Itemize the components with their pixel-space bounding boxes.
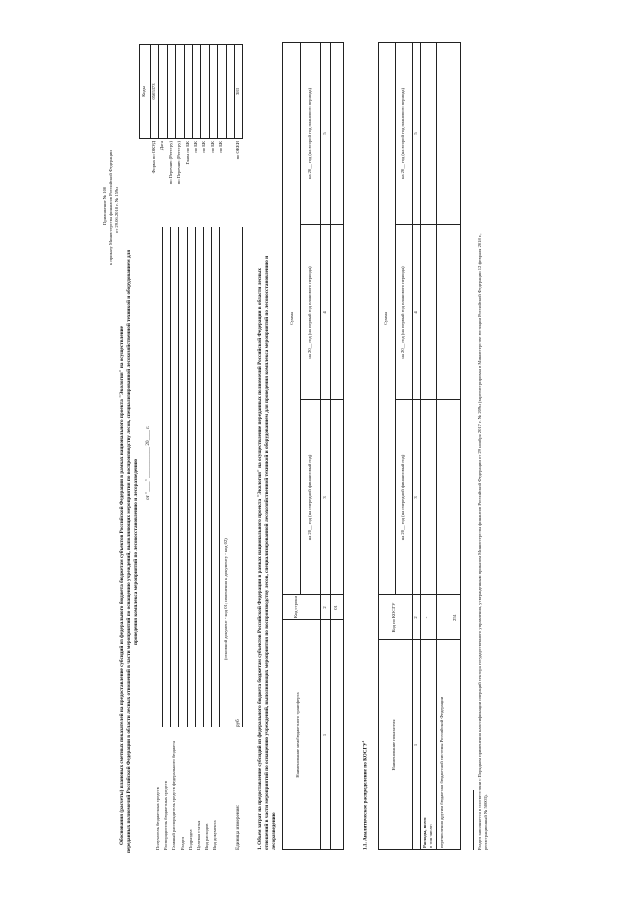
code-label: Глава по БК [184,141,190,165]
unit-value: руб [235,719,241,727]
requisite-label: Раздел [179,837,185,850]
s11-col-name: Наименование показателя [391,719,396,771]
code-label: по БК [218,141,224,153]
s11-col-sum: Сумма [383,312,388,326]
footnote-line-2: регистрационный № 50003). [483,794,488,850]
code-value: 383 [235,88,240,95]
s11-total-code: - [424,616,429,619]
section1-title-1: 1. Объем затрат на предоставление субсидий из федерального бюджета бюджетам субъектов Российской Федерации в рамках национального проекта "Экология" на осуществление переданных полномочий Российской Федерации в области лесных [257,268,263,850]
code-label: Дата [159,141,165,151]
form-title-line-3: проведения комплекса мероприятий по лесовосстановлению и лесоразведению [133,458,139,645]
s11-num-2: 2 [413,616,418,619]
code-label: по БК [209,141,215,153]
s11-num-4: 4 [413,311,418,314]
s1-col-y3: на 20__ год (на второй год планового периода) [307,88,312,180]
s11-row-total: Расходы, всего [422,817,427,848]
requisite-label: Вид документа [212,820,218,850]
section1-title-3: лесоразведению [271,812,277,850]
form-title-line-2: переданных полномочий Российской Федерации в области лесных отношений в части мероприятий по оснащению учреждений, выполняющих мероприятия по воспроизводству лесов, специализированной лесохозяйственной техникой и оборудованием для [126,249,132,853]
code-label: по Перечню (Реестру) [176,141,182,185]
s11-row-transfer: перечисления другим бюджетам бюджетной системы Российской Федерации [439,696,444,848]
code-label: по БК [193,141,198,153]
code-label: по ОКЕИ [235,141,240,160]
requisite-label: Получатель бюджетных средств [155,787,160,850]
s1-num-2: 2 [322,606,327,609]
doc-type-hint: (основной документ - код 01; изменения к документу - код 02) [223,538,228,660]
s11-num-1: 1 [413,743,418,747]
s11-col-y1: на 20__ год (на очередной финансовый год) [400,454,405,541]
s1-num-5: 5 [322,132,327,135]
code-label: по БК [201,141,207,153]
requisite-label: Вид расходов [204,823,210,850]
s1-col-y1: на 20__ год (на очередной финансовый год) [307,454,312,541]
s1-num-3: 3 [322,496,327,499]
appendix-line-2: к приказу Министерства финансов Российской Федерации [108,150,113,265]
requisite-label: Целевая статья [196,820,201,850]
section11-title: 1.1. Аналитическое распределение по КОСГУ$^1$ [361,740,369,850]
code-value: 0505373 [151,83,156,100]
code-label: по Перечню (Реестру) [167,141,173,185]
unit-label: Единица измерения: [235,804,241,850]
s11-col-y2: на 20__ год (на первый год планового периода) [400,266,405,359]
s11-col-y3: на 20__ год (на второй год планового периода) [400,88,405,180]
s1-col-y2: на 20__ год (на первый год планового периода) [307,266,312,359]
s11-col-code: Код по КОСГУ [391,602,396,633]
requisite-label: Главный распорядитель средств федерального бюджета [171,740,177,850]
s11-num-5: 5 [413,132,418,135]
s1-num-1: 1 [322,733,327,737]
s1-col-code: Код строки [293,596,298,618]
appendix-line-1: Приложение № 100 [102,186,107,225]
footnote-line-1: Раздел заполняется в соответствии с Порядком применения классификации операций сектора государственного управления, утвержденным приказом Министерства финансов Российской Федерации от 29 ноября 2017 г. № 209н (зарегистрирован в Министерстве юстиции Российской Федерации 12 февраля 2018 г., [477,233,482,850]
s1-col-name: Наименование межбюджетного трансферта [295,692,300,778]
s11-transfer-code: 251 [452,614,457,621]
s1-col-sum: Сумма [289,312,294,326]
s11-row-incl: в том числе: [428,824,433,848]
s1-num-4: 4 [322,311,327,314]
requisite-label: Распорядитель бюджетных средств [163,780,169,850]
section1-title-2: отношений в части мероприятий по оснащению учреждений, выполняющих мероприятия по воспроизводству лесов, специализированной лесохозяйственной техникой и оборудованием для проведения комплекса мероприятий по лесовосстановлению и [264,255,270,850]
s1-row-code: 01 [333,605,338,610]
code-label: Форма по ОКУД [151,141,156,174]
s11-num-3: 3 [413,496,418,499]
date-line: от "____" ____________ 20____ г. [145,425,151,500]
form-title-line-1: Обоснования (расчеты) плановых сметных показателей на предоставление субсидий из федерального бюджета бюджетам субъектов Российской Федерации в рамках национального проекта "Экология" на осуществление [119,326,125,845]
appendix-line-3: от 29.06.2018 г. № 159н [114,187,119,233]
requisite-label: Подраздел [187,829,193,850]
codes-header: Коды [141,86,146,97]
